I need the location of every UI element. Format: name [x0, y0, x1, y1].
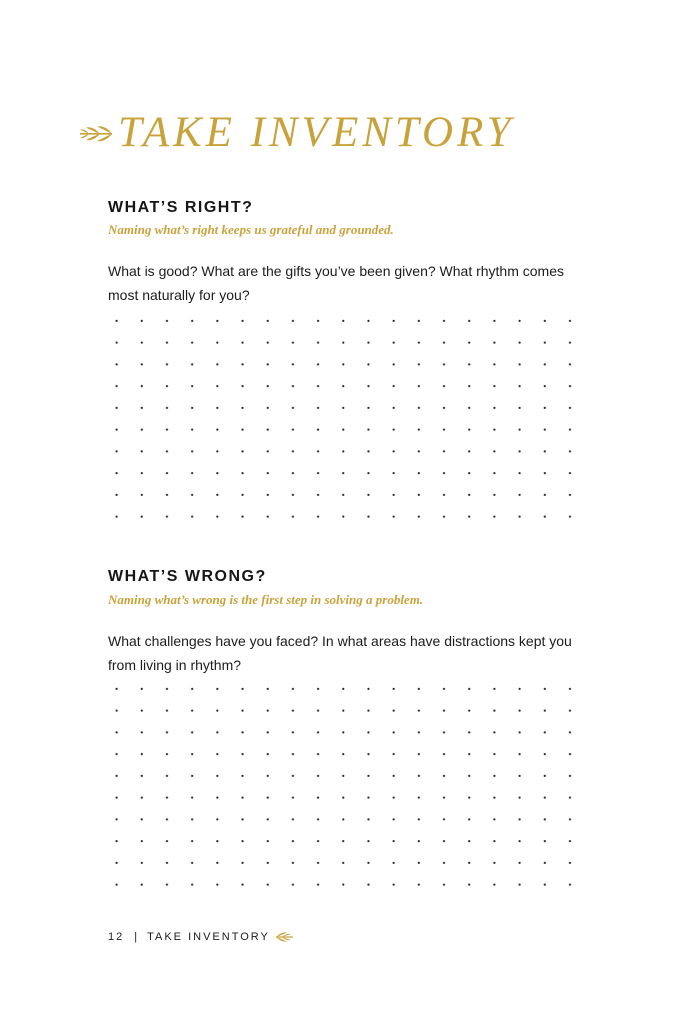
dot-grid-writing-area-wrong[interactable]: [104, 678, 580, 896]
section-prompt-wrong: What challenges have you faced? In what areas have distractions kept you from living in rhythm?: [108, 633, 572, 673]
section-heading-right: WHAT’S RIGHT?: [108, 199, 254, 216]
section-subheading-wrong: Naming what’s wrong is the first step in solving a problem.: [108, 592, 424, 607]
page-title: TAKE INVENTORY: [118, 109, 515, 156]
footer-separator: |: [134, 931, 138, 943]
section-prompt-right: What is good? What are the gifts you’ve been given? What rhythm comes most naturally for you?: [108, 263, 565, 303]
page-footer: [108, 928, 294, 946]
footer-running-title: TAKE INVENTORY: [147, 931, 270, 943]
leaf-arrow-icon: [274, 931, 294, 943]
dot-grid-writing-area-right[interactable]: [104, 310, 580, 528]
section-subheading-right: Naming what’s right keeps us grateful and grounded.: [108, 222, 394, 237]
page-number: 12: [108, 931, 125, 943]
section-heading-wrong: WHAT’S WRONG?: [108, 568, 267, 585]
page-title-row: [78, 108, 515, 158]
leaf-arrow-icon: [78, 122, 116, 144]
